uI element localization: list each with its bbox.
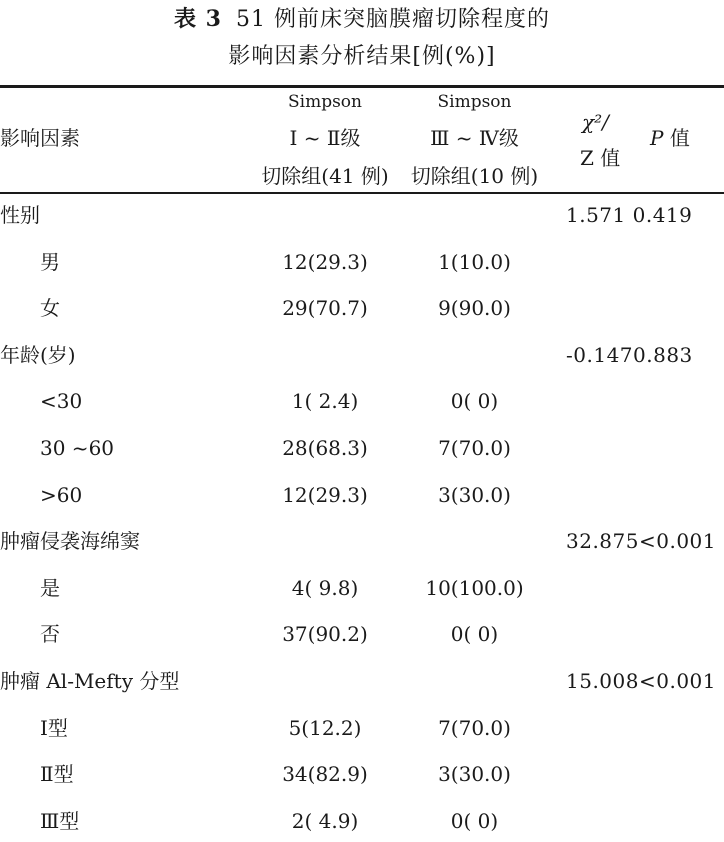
row-sublevel-label: Ⅲ型: [40, 809, 80, 833]
header-group1-grade: Ⅰ ~ Ⅱ级: [289, 126, 361, 150]
row-sublevel-label: >60: [40, 483, 83, 507]
header-rule: [0, 192, 724, 194]
row-group2-value: 9(90.0): [438, 296, 511, 320]
header-factor: 影响因素: [0, 126, 80, 150]
row-sublevel-label: 男: [40, 250, 60, 274]
row-group1-value: 34(82.9): [282, 762, 368, 786]
row-group2-value: 1(10.0): [438, 250, 511, 274]
header-group2-simpson: Simpson: [437, 92, 512, 112]
header-group2-grade: Ⅲ ~ Ⅳ级: [430, 126, 519, 150]
row-factor-label: 年龄(岁): [0, 343, 76, 367]
row-stat-p-value: 1.571 0.419: [566, 203, 693, 227]
row-stat-p-value: 15.008<0.001: [566, 669, 716, 693]
row-factor-label: 肿瘤 Al-Mefty 分型: [0, 669, 180, 693]
header-group1-simpson: Simpson: [288, 92, 362, 112]
row-group2-value: 7(70.0): [438, 436, 511, 460]
row-group1-value: 5(12.2): [288, 716, 362, 740]
row-group2-value: 10(100.0): [425, 576, 524, 600]
row-stat-p-value: -0.1470.883: [566, 343, 693, 367]
row-group1-value: 4( 9.8): [291, 576, 359, 600]
row-group1-value: 12(29.3): [282, 250, 368, 274]
row-sublevel-label: 女: [40, 296, 60, 320]
header-group2-name: 切除组(10 例): [410, 164, 539, 188]
header-p-value: P 值: [650, 126, 690, 150]
header-stat-z: Z 值: [580, 146, 621, 170]
row-group2-value: 0( 0): [450, 622, 499, 646]
row-group1-value: 12(29.3): [282, 483, 368, 507]
row-group1-value: 1( 2.4): [291, 389, 359, 413]
row-group2-value: 0( 0): [450, 809, 499, 833]
table-title-text: 51 例前床突脑膜瘤切除程度的: [235, 7, 550, 32]
row-group1-value: 29(70.7): [282, 296, 368, 320]
row-sublevel-label: 30 ~60: [40, 436, 115, 460]
row-sublevel-label: Ⅱ型: [40, 762, 74, 786]
table-title-line-1: [0, 4, 724, 35]
row-group2-value: 7(70.0): [438, 716, 511, 740]
top-rule: [0, 85, 724, 88]
row-sublevel-label: Ⅰ型: [40, 716, 68, 740]
table-title-line-2: 影响因素分析结果[例(%)]: [228, 44, 496, 69]
table-label: 表 3: [174, 6, 222, 32]
row-group2-value: 3(30.0): [438, 483, 511, 507]
row-factor-label: 性别: [0, 203, 40, 227]
row-group1-value: 37(90.2): [282, 622, 368, 646]
row-group1-value: 28(68.3): [282, 436, 368, 460]
row-sublevel-label: 是: [40, 576, 60, 600]
row-group2-value: 3(30.0): [438, 762, 511, 786]
row-sublevel-label: <30: [40, 389, 83, 413]
row-group2-value: 0( 0): [450, 389, 499, 413]
header-stat-chi: χ²/: [582, 110, 609, 134]
row-stat-p-value: 32.875<0.001: [566, 529, 716, 553]
row-sublevel-label: 否: [40, 622, 60, 646]
row-factor-label: 肿瘤侵袭海绵窦: [0, 529, 140, 553]
header-group1-name: 切除组(41 例): [261, 164, 389, 188]
row-group1-value: 2( 4.9): [291, 809, 359, 833]
